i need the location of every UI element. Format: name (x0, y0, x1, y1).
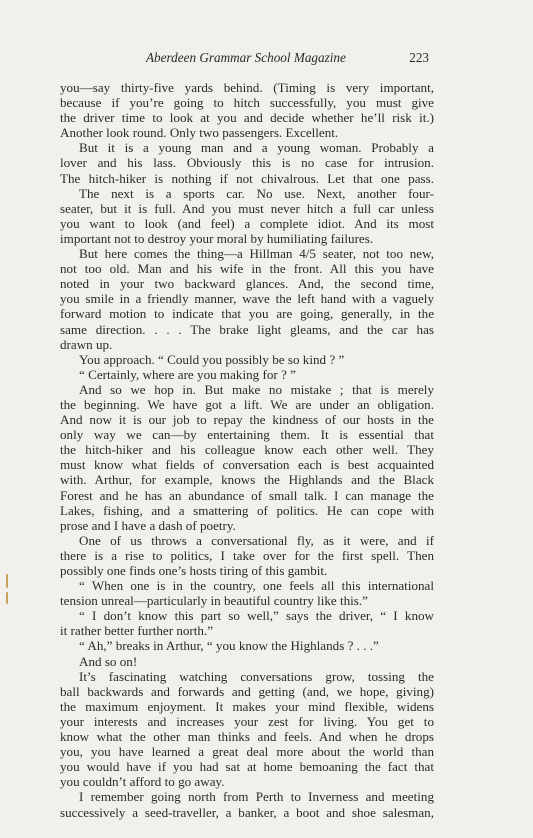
text-line: Another look round. Only two passengers. Excellent. (60, 125, 339, 141)
text-line: you would have if you had sat at home bemoaning the fact that (60, 759, 434, 775)
article-body (60, 80, 434, 820)
text-line: drawn up. (60, 336, 113, 352)
magazine-title: Aberdeen Grammar School Magazine (146, 50, 346, 65)
text-line: you, you have learned a great deal more about the world than (60, 744, 434, 760)
text-line: It’s fascinating watching conversations grow, tossing the (79, 668, 434, 684)
text-line: it rather better further north.” (60, 623, 214, 639)
text-line: “ When one is in the country, one feels all this international (79, 578, 434, 594)
text-line: the maximum enjoyment. It makes your mind flexible, widens (60, 698, 434, 714)
text-line: Lakes, fishing, and a smattering of politics. He can cope with (60, 502, 434, 518)
text-line: the beginning. We have got a lift. We are under an obligation. (60, 396, 434, 412)
text-line: you couldn’t afford to go away. (60, 774, 225, 790)
margin-mark (6, 574, 8, 588)
text-line: seater, but it is full. And you must never hitch a full car unless (60, 200, 434, 216)
text-line: know what the other man thinks and feels. And when he drops (60, 729, 434, 745)
text-line: you—say thirty-five yards behind. (Timing is very important, (60, 80, 434, 95)
text-line: You approach. “ Could you possibly be so kind ? ” (79, 351, 345, 367)
text-line: same direction. . . . The brake light gleams, and the car has (60, 321, 434, 337)
text-line: One of us throws a conversational fly, as it were, and if (79, 532, 434, 548)
text-line: successively a seed-traveller, a banker, a boot and shoe salesman, (60, 804, 434, 820)
text-line: ball backwards and forwards and getting (and, we hope, giving) (60, 683, 434, 699)
text-line: But here comes the thing—a Hillman 4/5 seater, not too new, (79, 246, 434, 262)
text-line: with. Arthur, for example, knows the Highlands and the Black (60, 472, 434, 488)
text-line: The hitch-hiker is nothing if not chivalrous. Let that one pass. (60, 170, 434, 186)
text-line: lover and his lass. Obviously this is no case for intrusion. (60, 155, 434, 171)
text-line: tension unreal—particularly in beautiful country like this.” (60, 593, 368, 609)
text-line: possibly one finds one’s hosts tiring of this gambit. (60, 563, 328, 578)
text-line: “ I don’t know this part so well,” says the driver, “ I know (79, 608, 434, 624)
running-header (60, 48, 429, 68)
text-line: there is a rise to politics, I take over for the first spell. Then (60, 547, 434, 563)
text-line: forward motion to indicate that you are going, generally, in the (60, 306, 434, 322)
text-line: “ Ah,” breaks in Arthur, “ you know the Highlands ? . . .” (79, 638, 379, 654)
text-line: not too old. Man and his wife in the front. All this you have (60, 261, 434, 277)
text-line: But it is a young man and a young woman. Probably a (79, 140, 434, 156)
text-line: prose and I have a dash of poetry. (60, 517, 236, 533)
text-line: you smile in a friendly manner, wave the left hand with a vaguely (60, 291, 434, 307)
text-line: And so we hop in. But make no mistake ; that is merely (79, 381, 434, 397)
text-line: I remember going north from Perth to Inverness and meeting (79, 789, 434, 805)
text-line: only way we can—by entertaining them. It is essential that (60, 427, 434, 443)
text-line: And so on! (79, 653, 138, 669)
text-line: The next is a sports car. No use. Next, another four- (79, 185, 434, 201)
text-line: And now it is our job to repay the kindness of our hosts in the (60, 412, 434, 428)
text-line: must know what fields of conversation each is best acquainted (60, 457, 434, 473)
text-line: Forest and he has an abundance of small talk. I can manage the (60, 487, 434, 503)
text-line: because if you’re going to hitch successfully, you must give (60, 95, 434, 111)
text-line: your interests and increases your zest for living. You get to (60, 713, 434, 729)
text-line: the hitch-hiker and his colleague know each other well. They (60, 442, 434, 458)
text-line: the driver time to look at you and decide whether he’ll risk it.) (60, 110, 434, 126)
text-line: you want to look (and feel) a complete idiot. And its most (60, 215, 434, 231)
margin-mark (6, 592, 8, 604)
text-line: “ Certainly, where are you making for ? ” (79, 366, 296, 382)
text-line: noted in your two backward glances. And, the second time, (60, 276, 434, 292)
text-line: important not to destroy your moral by humiliating failures. (60, 230, 374, 246)
page-number: 223 (409, 50, 429, 65)
